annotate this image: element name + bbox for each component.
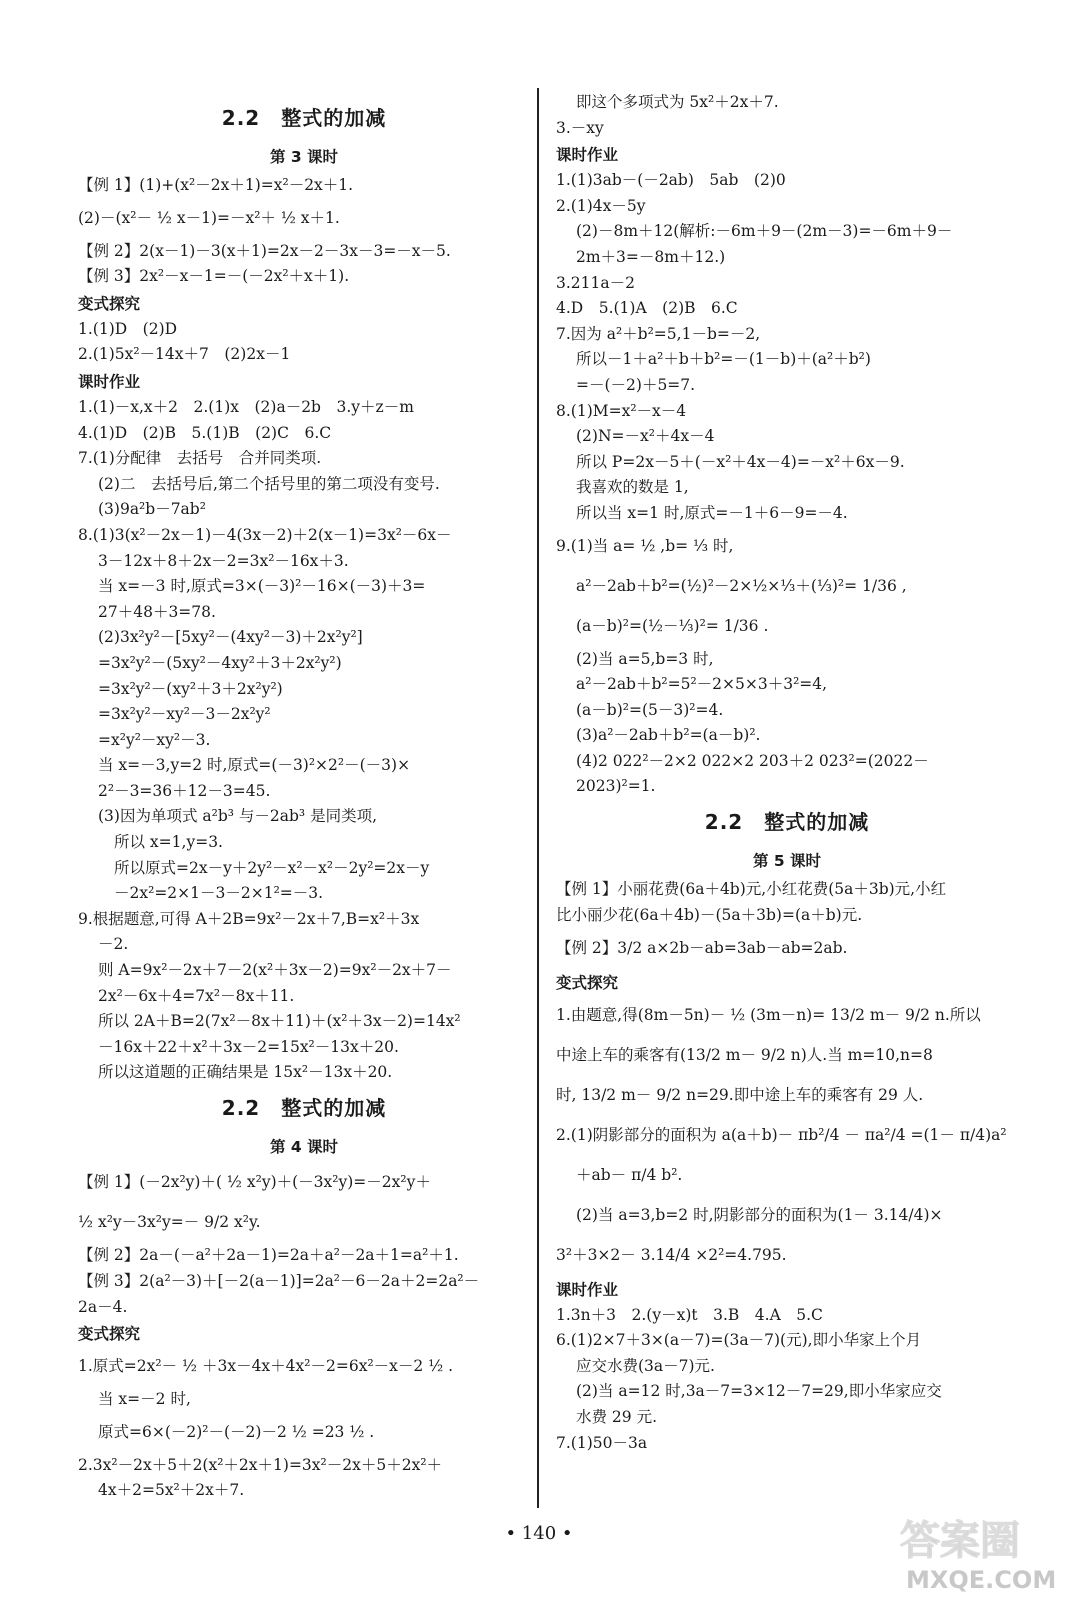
subsection-heading: 变式探究 <box>556 973 619 992</box>
text-line: 当 x=－3 时,原式=3×(－3)²－16×(－3)＋3= <box>98 577 426 596</box>
text-line: 4x＋2=5x²＋2x＋7. <box>98 1481 245 1500</box>
text-line: 【例 1】小丽花费(6a＋4b)元,小红花费(5a＋3b)元,小红 <box>556 880 947 899</box>
watermark-logo <box>892 1508 1072 1596</box>
text-line: =3x²y²－xy²－3－2x²y² <box>98 705 271 724</box>
text-line: 1.(1)－x,x＋2 2.(1)x (2)a－2b 3.y＋z－m <box>78 397 414 416</box>
text-line: 1.3n＋3 2.(y－x)t 3.B 4.A 5.C <box>556 1305 823 1324</box>
column-divider <box>537 88 539 1508</box>
text-line: =3x²y²－(xy²＋3＋2x²y²) <box>98 679 283 698</box>
text-line: 1.(1)D (2)D <box>78 319 178 338</box>
text-line: 2m＋3=－8m＋12.) <box>576 247 726 266</box>
text-line: 6.(1)2×7＋3×(a－7)=(3a－7)(元),即小华家上个月 <box>556 1331 922 1350</box>
text-line: 所以－1＋a²＋b＋b²=－(1－b)＋(a²＋b²) <box>576 350 871 369</box>
formula-line: (2)－(x²－ ½ x－1)=－x²＋ ½ x＋1. <box>78 208 340 227</box>
formula-line: ½ x²y－3x²y=－ 9/2 x²y. <box>78 1213 261 1232</box>
formula-line: 2.(1)阴影部分的面积为 a(a＋b)－ πb²/4 － πa²/4 =(1－ π/4)a² <box>556 1125 1007 1144</box>
text-line: 【例 3】2(a²－3)＋[－2(a－1)]=2a²－6－2a＋2=2a²－ <box>78 1272 480 1290</box>
text-line: (2)二 去括号后,第二个括号里的第二项没有变号. <box>98 474 440 493</box>
text-line: 7.(1)50－3a <box>556 1433 648 1452</box>
text-line: 2.3x²－2x＋5＋2(x²＋2x＋1)=3x²－2x＋5＋2x²＋ <box>78 1455 443 1474</box>
text-line: －2. <box>98 935 129 954</box>
text-line: 4.(1)D (2)B 5.(1)B (2)C 6.C <box>78 423 332 442</box>
subsection-heading: 变式探究 <box>78 294 141 313</box>
section-title: 2.2 整式的加减 <box>704 810 870 835</box>
text-line: 7.因为 a²＋b²=5,1－b=－2, <box>556 324 761 343</box>
text-line: 【例 1】(1)+(x²－2x＋1)=x²－2x＋1. <box>78 176 354 194</box>
formula-line: 【例 2】3/2 a×2b－ab=3ab－ab=2ab. <box>556 938 848 957</box>
text-line: (a－b)²=(5－3)²=4. <box>576 700 724 719</box>
formula-line: 3²＋3×2－ 3.14/4 ×2²=4.795. <box>556 1245 787 1264</box>
text-line: 所以当 x=1 时,原式=－1＋6－9=－4. <box>576 503 848 522</box>
text-line: 8.(1)M=x²－x－4 <box>556 401 687 420</box>
lesson-label: 第 5 课时 <box>752 852 822 871</box>
left-column <box>78 92 530 1506</box>
text-line: 当 x=－3,y=2 时,原式=(－3)²×2²－(－3)× <box>98 756 411 775</box>
formula-line: ＋ab－ π/4 b². <box>576 1165 683 1184</box>
text-line: 水费 29 元. <box>576 1408 658 1427</box>
subsection-heading: 课时作业 <box>78 372 141 391</box>
text-line: =x²y²－xy²－3. <box>98 730 211 749</box>
text-line: 27＋48＋3=78. <box>98 602 216 621</box>
formula-line: 中途上车的乘客有(13/2 m－ 9/2 n)人.当 m=10,n=8 <box>556 1045 933 1064</box>
formula-line: 1.由题意,得(8m－5n)－ ½ (3m－n)= 13/2 m－ 9/2 n.所以 <box>556 1005 981 1024</box>
page-number: • 140 • <box>505 1523 573 1544</box>
text-line: 所以 x=1,y=3. <box>114 833 223 852</box>
text-line: 即这个多项式为 5x²＋2x＋7. <box>576 93 779 111</box>
text-line: 4.D 5.(1)A (2)B 6.C <box>556 299 738 318</box>
text-line: (2)当 a=12 时,3a－7=3×12－7=29,即小华家应交 <box>576 1382 942 1401</box>
text-line: 9.根据题意,可得 A＋2B=9x²－2x＋7,B=x²＋3x <box>78 909 420 928</box>
section-title: 2.2 整式的加减 <box>221 106 387 130</box>
text-line: －2x²=2×1－3－2×1²=－3. <box>114 884 324 903</box>
text-line: 2x²－6x＋4=7x²－8x＋11. <box>98 986 295 1005</box>
formula-line: 原式=6×(－2)²－(－2)－2 ½ =23 ½ . <box>98 1422 375 1441</box>
text-line: 2a－4. <box>78 1297 128 1316</box>
section-title: 2.2 整式的加减 <box>221 1096 387 1121</box>
text-line: 比小丽少花(6a＋4b)－(5a＋3b)=(a＋b)元. <box>556 906 863 925</box>
text-line: 3.－xy <box>556 118 604 137</box>
text-line: 应交水费(3a－7)元. <box>576 1356 715 1375</box>
formula-line: a²－2ab＋b²=(½)²－2×½×⅓＋(⅓)²= 1/36 , <box>576 576 907 595</box>
text-line: 8.(1)3(x²－2x－1)－4(3x－2)＋2(x－1)=3x²－6x－ <box>78 525 452 544</box>
subsection-heading: 变式探究 <box>78 1325 141 1344</box>
text-line: 2.(1)5x²－14x＋7 (2)2x－1 <box>78 345 291 364</box>
text-line: 【例 2】2a－(－a²＋2a－1)=2a＋a²－2a＋1=a²＋1. <box>78 1246 459 1265</box>
formula-line: (2)当 a=3,b=2 时,阴影部分的面积为(1－ 3.14/4)× <box>576 1205 943 1224</box>
text-line: (4)2 022²－2×2 022×2 203＋2 023²=(2022－ <box>576 751 929 770</box>
text-line: 1.(1)3ab－(－2ab) 5ab (2)0 <box>556 171 786 190</box>
text-line: 我喜欢的数是 1, <box>576 478 689 497</box>
text-line: 2.(1)4x－5y <box>556 196 646 215</box>
watermark-text-1: 答案圈 <box>900 1518 1020 1564</box>
text-line: 2023)²=1. <box>576 777 656 796</box>
text-line: 则 A=9x²－2x＋7－2(x²＋3x－2)=9x²－2x＋7－ <box>98 961 452 980</box>
text-line: (3)a²－2ab＋b²=(a－b)². <box>576 726 761 745</box>
text-line: 7.(1)分配律 去括号 合并同类项. <box>78 449 322 468</box>
text-line: (2)3x²y²－[5xy²－(4xy²－3)＋2x²y²] <box>98 628 363 647</box>
formula-line: (a－b)²=(½－⅓)²= 1/36 . <box>576 616 769 635</box>
formula-line: 【例 1】(－2x²y)＋( ½ x²y)＋(－3x²y)=－2x²y＋ <box>78 1173 431 1192</box>
text-line: 所以原式=2x－y＋2y²－x²－x²－2y²=2x－y <box>114 858 430 877</box>
text-line: (3)9a²b－7ab² <box>98 500 206 519</box>
text-line: 2²－3=36＋12－3=45. <box>98 781 271 800</box>
text-line: (2)N=－x²＋4x－4 <box>576 427 715 446</box>
text-line: (3)因为单项式 a²b³ 与－2ab³ 是同类项, <box>98 807 377 826</box>
text-line: 当 x=－2 时, <box>98 1390 191 1409</box>
text-line: －16x＋22＋x²＋3x－2=15x²－13x＋20. <box>98 1037 399 1056</box>
formula-line: 时, 13/2 m－ 9/2 n=29.即中途上车的乘客有 29 人. <box>556 1085 924 1104</box>
text-line: =3x²y²－(5xy²－4xy²＋3＋2x²y²) <box>98 653 342 672</box>
text-line: 3－12x＋8＋2x－2=3x²－16x＋3. <box>98 551 349 570</box>
text-line: a²－2ab＋b²=5²－2×5×3＋3²=4, <box>576 675 828 694</box>
text-line: (2)－8m＋12(解析:－6m＋9－(2m－3)=－6m＋9－ <box>576 222 953 241</box>
text-line: 【例 2】2(x－1)－3(x＋1)=2x－2－3x－3=－x－5. <box>78 241 451 260</box>
text-line: 所以 2A＋B=2(7x²－8x＋11)＋(x²＋3x－2)=14x² <box>98 1012 461 1031</box>
right-column <box>556 92 1018 1458</box>
subsection-heading: 课时作业 <box>556 146 619 165</box>
lesson-label: 第 3 课时 <box>269 148 339 166</box>
formula-line: 1.原式=2x²－ ½ ＋3x－4x＋4x²－2=6x²－x－2 ½ . <box>78 1357 454 1376</box>
text-line: 【例 3】2x²－x－1=－(－2x²＋x＋1). <box>78 267 350 286</box>
lesson-label: 第 4 课时 <box>269 1138 339 1157</box>
formula-line: 9.(1)当 a= ½ ,b= ⅓ 时, <box>556 536 734 555</box>
text-line: 所以这道题的正确结果是 15x²－13x＋20. <box>98 1063 393 1082</box>
watermark-text-2: MXQE.COM <box>906 1566 1057 1594</box>
text-line: 所以 P=2x－5＋(－x²＋4x－4)=－x²＋6x－9. <box>576 452 905 471</box>
text-line: (2)当 a=5,b=3 时, <box>576 649 714 668</box>
text-line: =－(－2)＋5=7. <box>576 375 696 394</box>
subsection-heading: 课时作业 <box>556 1280 619 1299</box>
text-line: 3.211a－2 <box>556 273 635 292</box>
